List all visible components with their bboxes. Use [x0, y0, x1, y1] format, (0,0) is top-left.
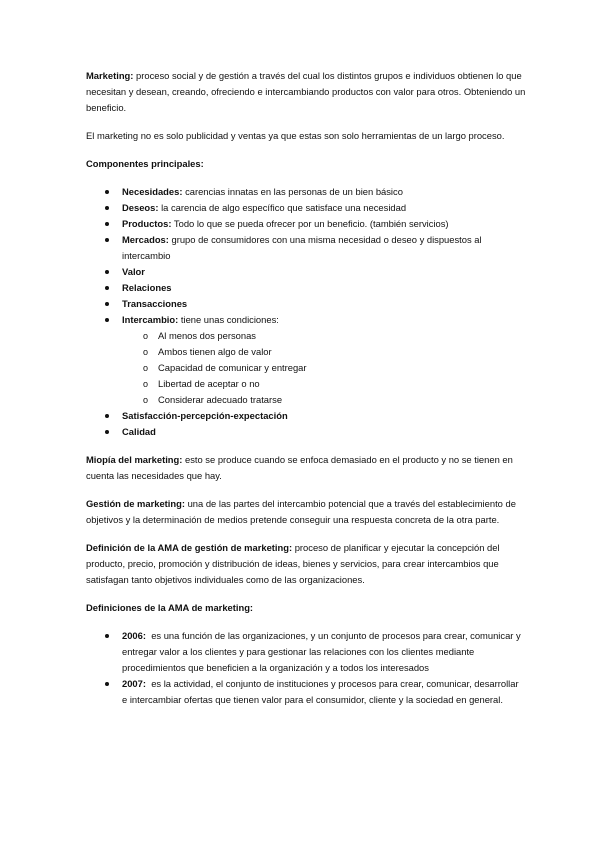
list-item: o Considerar adecuado tratarse — [86, 392, 526, 408]
components-heading: Componentes principales: — [86, 158, 204, 169]
list-item: Transacciones — [86, 296, 526, 312]
ama-definitions-list — [86, 628, 526, 708]
marketing-definition: Marketing: proceso social y de gestión a través del cual los distintos grupos e individuos obtienen lo que necesitan y desean, creando, ofreciendo e intercambiando productos con valor para otros. Obteniendo un beneficio. — [86, 70, 526, 113]
list-item: 2006: es una función de las organizaciones, y un conjunto de procesos para crear, comunicar y entregar valor a los clientes y para gestionar las relaciones con los clientes mediante procedimientos que beneficien a la organización y a todos los interesados — [86, 628, 526, 676]
document-page — [86, 68, 526, 720]
list-item: Productos: Todo lo que se pueda ofrecer por un beneficio. (también servicios) — [86, 216, 526, 232]
list-item: o Capacidad de comunicar y entregar — [86, 360, 526, 376]
list-item: Necesidades: carencias innatas en las personas de un bien básico — [86, 184, 526, 200]
list-item: Deseos: la carencia de algo específico que satisface una necesidad — [86, 200, 526, 216]
list-item: o Libertad de aceptar o no — [86, 376, 526, 392]
list-item: o Al menos dos personas — [86, 328, 526, 344]
marketing-text: proceso social y de gestión a través del cual los distintos grupos e individuos obtienen lo que necesitan y desean, creando, ofreciendo e intercambiando productos con valor para otros. Obteniendo un beneficio. — [86, 70, 526, 113]
miopia-paragraph: Miopía del marketing: esto se produce cuando se enfoca demasiado en el producto y no se tienen en cuenta las necesidades que hay. — [86, 454, 513, 481]
conditions-list — [86, 328, 526, 408]
list-item: o Ambos tienen algo de valor — [86, 344, 526, 360]
list-item: Relaciones — [86, 280, 526, 296]
list-item: Intercambio: tiene unas condiciones: o Al menos dos personas o Ambos tienen algo de valor o Capacidad de comunicar y entregar o Libertad de aceptar o no o Considerar adecuado tratarse — [86, 312, 526, 408]
components-list — [86, 184, 526, 440]
ama-heading: Definiciones de la AMA de marketing: — [86, 602, 254, 613]
list-item: 2007: es la actividad, el conjunto de instituciones y procesos para crear, comunicar, desarrollar e intercambiar ofertas que tienen valor para el consumidor, cliente y la sociedad en general. — [86, 676, 526, 708]
ama-gestion-paragraph: Definición de la AMA de gestión de marketing: proceso de planificar y ejecutar la concepción del producto, precio, promoción y distribución de ideas, bienes y servicios, para crear intercambios que satisfagan tanto objetivos individuales como de las organizaciones. — [86, 542, 500, 585]
gestion-paragraph: Gestión de marketing: una de las partes del intercambio potencial que a través del establecimiento de objetivos y la determinación de medios pretende conseguir una respuesta concreta de la otra parte. — [86, 498, 516, 525]
marketing-term: Marketing — [86, 70, 131, 81]
intro-paragraph: El marketing no es solo publicidad y ventas ya que estas son solo herramientas de un largo proceso. — [86, 130, 505, 141]
list-item: Calidad — [86, 424, 526, 440]
list-item: Valor — [86, 264, 526, 280]
list-item: Satisfacción-percepción-expectación — [86, 408, 526, 424]
list-item: Mercados: grupo de consumidores con una misma necesidad o deseo y dispuestos al intercambio — [86, 232, 526, 264]
